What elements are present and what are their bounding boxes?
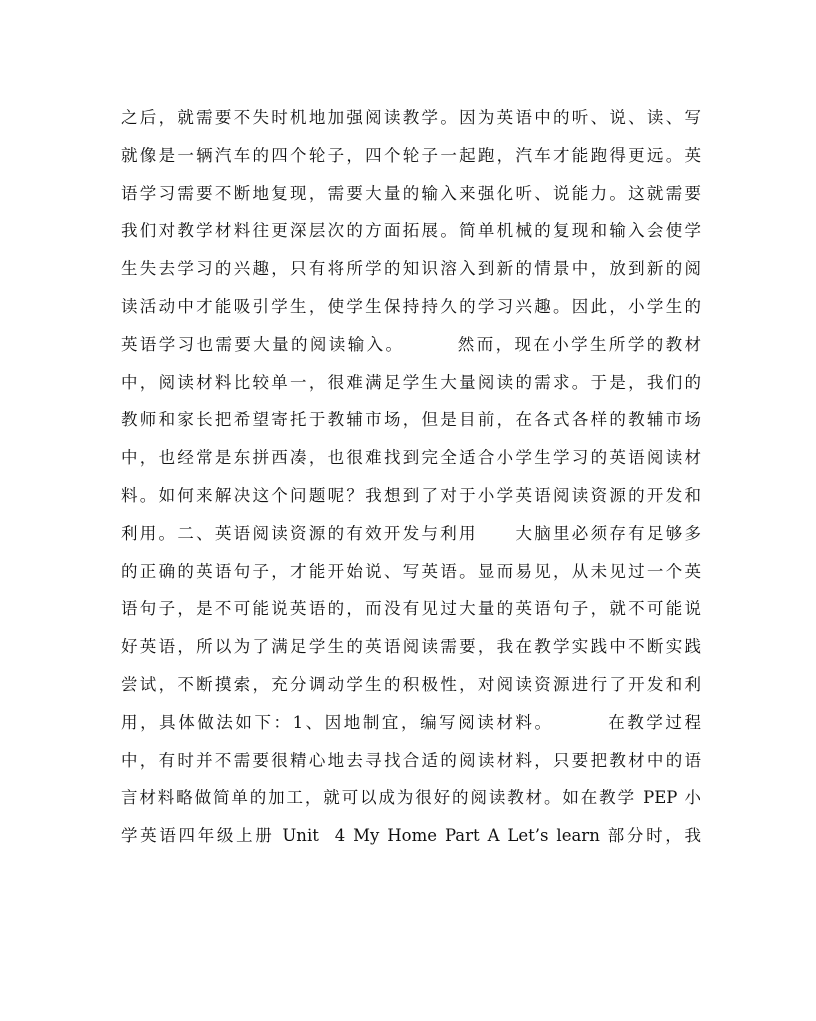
text-line: 的正确的英语句子，才能开始说、写英语。显而易见，从未见过一个英 — [121, 561, 701, 581]
text-line: 学英语四年级上册 Unit 4 My Home Part A Let’s learn 部分时，我 — [121, 826, 701, 846]
text-line: 语句子，是不可能说英语的，而没有见过大量的英语句子，就不可能说 — [121, 599, 701, 619]
text-line: 中，也经常是东拼西凑，也很难找到完全适合小学生学习的英语阅读材 — [121, 448, 701, 468]
text-line: 生失去学习的兴趣，只有将所学的知识溶入到新的情景中，放到新的阅 — [121, 259, 701, 279]
text-line: 读活动中才能吸引学生，使学生保持持久的学习兴趣。因此，小学生的 — [121, 296, 701, 316]
text-line: 尝试，不断摸索，充分调动学生的积极性，对阅读资源进行了开发和利 — [121, 674, 701, 694]
text-line: 中，有时并不需要很精心地去寻找合适的阅读材料，只要把教材中的语 — [121, 750, 701, 770]
text-line: 中，阅读材料比较单一，很难满足学生大量阅读的需求。于是，我们的 — [121, 372, 701, 392]
text-line: 我们对教学材料往更深层次的方面拓展。简单机械的复现和输入会使学 — [121, 221, 701, 241]
text-line: 语学习需要不断地复现，需要大量的输入来强化听、说能力。这就需要 — [121, 183, 701, 203]
text-line: 料。如何来解决这个问题呢？我想到了对于小学英语阅读资源的开发和 — [121, 485, 701, 505]
text-line: 英语学习也需要大量的阅读输入。 然而，现在小学生所学的教材 — [121, 334, 701, 354]
text-line: 利用。二、英语阅读资源的有效开发与利用 大脑里必须存有足够多 — [121, 523, 701, 543]
text-line: 好英语，所以为了满足学生的英语阅读需要，我在教学实践中不断实践 — [121, 637, 701, 657]
text-line: 教师和家长把希望寄托于教辅市场，但是目前，在各式各样的教辅市场 — [121, 410, 701, 430]
text-line: 之后，就需要不失时机地加强阅读教学。因为英语中的听、说、读、写 — [121, 108, 701, 127]
text-line: 就像是一辆汽车的四个轮子，四个轮子一起跑，汽车才能跑得更远。英 — [121, 145, 701, 165]
text-line: 言材料略做简单的加工，就可以成为很好的阅读教材。如在教学 PEP 小 — [121, 788, 701, 808]
body-text — [121, 99, 701, 855]
text-line: 用，具体做法如下：1、因地制宜，编写阅读材料。 在教学过程 — [121, 712, 701, 732]
